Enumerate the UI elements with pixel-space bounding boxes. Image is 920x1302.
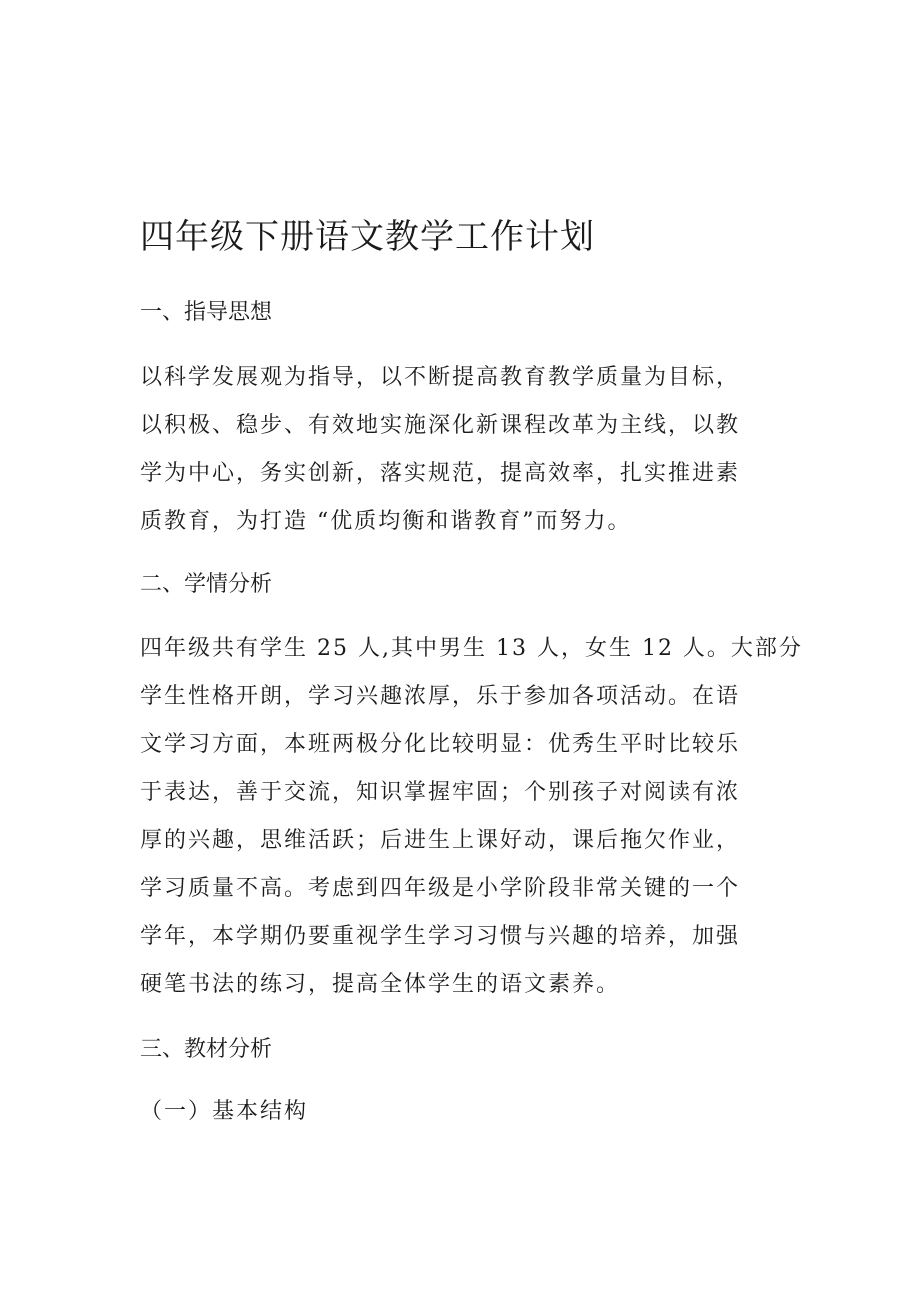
paragraph-line: 质教育，为打造 “优质均衡和谐教育”而努力。 xyxy=(140,509,632,534)
document-title: 四年级下册语文教学工作计划 xyxy=(140,217,595,257)
section-body-guiding-ideology xyxy=(140,354,780,546)
paragraph-line: 以积极、稳步、有效地实施深化新课程改革为主线，以教 xyxy=(140,413,741,438)
paragraph-line: 于表达，善于交流，知识掌握牢固；个别孩子对阅读有浓 xyxy=(140,780,741,805)
paragraph-line: 四年级共有学生 25 人,其中男生 13 人，女生 12 人。大部分 xyxy=(140,636,803,661)
paragraph-line: 学生性格开朗，学习兴趣浓厚，乐于参加各项活动。在语 xyxy=(140,684,741,709)
paragraph-line: 文学习方面，本班两极分化比较明显：优秀生平时比较乐 xyxy=(140,732,741,757)
paragraph-line: 学为中心，务实创新，落实规范，提高效率，扎实推进素 xyxy=(140,461,741,486)
section-body-student-analysis xyxy=(140,625,803,1009)
section-heading-textbook-analysis: 三、教材分析 xyxy=(140,1037,273,1062)
paragraph-line: 学习质量不高。考虑到四年级是小学阶段非常关键的一个 xyxy=(140,876,741,901)
paragraph-line: 厚的兴趣，思维活跃；后进生上课好动，课后拖欠作业， xyxy=(140,828,741,853)
paragraph-line: 以科学发展观为指导，以不断提高教育教学质量为目标， xyxy=(140,365,741,390)
paragraph-line: 硬笔书法的练习，提高全体学生的语文素养。 xyxy=(140,972,621,997)
section-heading-student-analysis: 二、学情分析 xyxy=(140,572,273,597)
subsection-heading-basic-structure: （一）基本结构 xyxy=(140,1099,309,1124)
section-heading-guiding-ideology: 一、指导思想 xyxy=(140,300,273,325)
paragraph-line: 学年，本学期仍要重视学生学习习惯与兴趣的培养，加强 xyxy=(140,924,741,949)
